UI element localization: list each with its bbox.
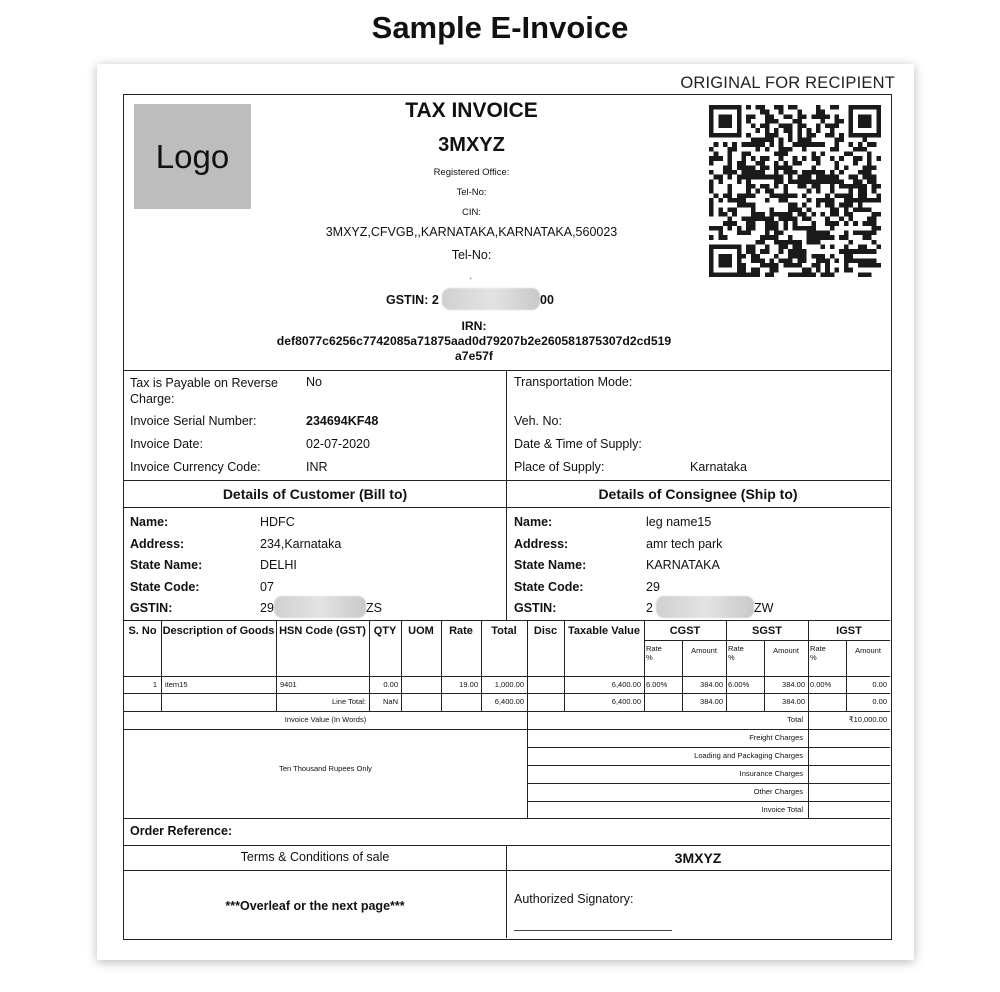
customer-name: HDFC	[260, 515, 295, 529]
cell-cgst-amt: 384.00	[700, 680, 723, 689]
logo-placeholder	[134, 104, 251, 209]
redacted-consignee-gstin	[656, 596, 754, 618]
divider	[124, 845, 890, 846]
irn-line1: def8077c6256c7742085a71875aad0d79207b2e260581875307d2cd519	[276, 334, 672, 348]
header-total: Total	[491, 625, 517, 637]
header-hsn: HSN Code (GST)	[279, 625, 366, 637]
cin-label: CIN:	[462, 207, 481, 218]
reverse-charge-value: No	[306, 375, 322, 389]
divider	[527, 747, 890, 748]
customer-title: Details of Customer (Bill to)	[222, 486, 408, 502]
header-rate: Rate	[449, 625, 473, 637]
header-taxable: Taxable Value	[568, 625, 640, 637]
divider	[124, 507, 890, 508]
divider	[124, 711, 890, 712]
page-title: Sample E-Invoice	[371, 10, 629, 45]
divider	[124, 620, 890, 621]
tick-mark: '	[470, 276, 472, 286]
overleaf-note: ***Overleaf or the next page***	[225, 899, 405, 913]
consignee-gstin-tail: ZW	[754, 601, 774, 615]
total-value: ₹10,000.00	[848, 715, 887, 724]
cell-desc: item15	[165, 680, 188, 689]
divider	[124, 870, 890, 871]
currency-value: INR	[306, 460, 328, 474]
customer-address-label: Address:	[130, 537, 185, 551]
header-qty: QTY	[373, 625, 397, 637]
copy-label: ORIGINAL FOR RECIPIENT	[680, 74, 895, 92]
serial-label: Invoice Serial Number:	[130, 414, 257, 428]
signature-company: 3MXYZ	[674, 850, 722, 866]
consignee-address-label: Address:	[514, 537, 569, 551]
irn-label: IRN:	[461, 319, 487, 333]
header-sno: S. No	[128, 625, 157, 637]
supply-time-label: Date & Time of Supply:	[514, 437, 642, 451]
customer-gstin-tail: ZS	[366, 601, 382, 615]
igst-amount-header: Amount	[855, 646, 881, 655]
cell-hsn: 9401	[280, 680, 297, 689]
line-total-label: Line Total:	[331, 697, 366, 706]
line-total-sgst: 384.00	[782, 697, 805, 706]
line-total-cgst: 384.00	[700, 697, 723, 706]
customer-state: DELHI	[260, 558, 297, 572]
place-value: Karnataka	[690, 460, 747, 474]
header-disc: Disc	[533, 625, 558, 637]
consignee-code-label: State Code:	[514, 580, 584, 594]
line-total-igst: 0.00	[872, 697, 887, 706]
cell-igst-rate: 0.00%	[810, 680, 832, 689]
charge-loading: Loading and Packaging Charges	[694, 751, 803, 760]
vehicle-label: Veh. No:	[514, 414, 562, 428]
currency-label: Invoice Currency Code:	[130, 460, 261, 474]
divider	[124, 818, 890, 819]
order-reference-label: Order Reference:	[130, 824, 233, 838]
consignee-name-label: Name:	[514, 515, 553, 529]
consignee-name: leg name15	[646, 515, 712, 529]
company-name: 3MXYZ	[438, 134, 505, 156]
consignee-gstin-label: GSTIN:	[514, 601, 557, 615]
charge-other: Other Charges	[753, 787, 803, 796]
charge-freight: Freight Charges	[749, 733, 803, 742]
terms-label: Terms & Conditions of sale	[240, 850, 390, 864]
consignee-address: amr tech park	[646, 537, 723, 551]
words-value: Ten Thousand Rupees Only	[279, 764, 372, 773]
igst-rate-header: Rate %	[810, 644, 826, 662]
customer-code: 07	[260, 580, 274, 594]
cell-igst-amt: 0.00	[872, 680, 887, 689]
divider	[527, 801, 890, 802]
registered-office-label: Registered Office:	[433, 167, 510, 178]
header-uom: UOM	[408, 625, 434, 637]
customer-address: 234,Karnataka	[260, 537, 342, 551]
divider	[124, 693, 890, 694]
cell-sgst-rate: 6.00%	[728, 680, 750, 689]
header-sgst: SGST	[752, 625, 782, 637]
place-label: Place of Supply:	[514, 460, 605, 474]
company-gstin: GSTIN: 2	[386, 293, 439, 307]
authorized-signatory-label: Authorized Signatory:	[514, 892, 634, 906]
transport-label: Transportation Mode:	[514, 375, 633, 389]
invoice-paper	[97, 64, 914, 960]
sgst-amount-header: Amount	[773, 646, 799, 655]
redacted-customer-gstin	[274, 596, 366, 618]
irn-block	[244, 319, 704, 364]
divider	[124, 370, 890, 371]
customer-gstin-head: 29	[260, 601, 274, 615]
line-total-qty: NaN	[382, 697, 398, 706]
cell-rate: 19.00	[459, 680, 478, 689]
qr-code-icon	[709, 105, 881, 277]
date-value: 02-07-2020	[306, 437, 370, 451]
date-label: Invoice Date:	[130, 437, 203, 451]
customer-state-label: State Name:	[130, 558, 203, 572]
customer-code-label: State Code:	[130, 580, 200, 594]
divider	[124, 729, 890, 730]
irn-line2: a7e57f	[455, 349, 493, 363]
cgst-rate-header: Rate %	[646, 644, 662, 662]
logo-text: Logo	[155, 137, 230, 175]
tel-label: Tel-No:	[451, 248, 492, 262]
consignee-code: 29	[646, 580, 660, 594]
consignee-gstin-head: 2	[646, 601, 653, 615]
invoice-title: TAX INVOICE	[405, 99, 538, 122]
divider	[506, 370, 507, 480]
reverse-charge-label: Tax is Payable on Reverse Charge:	[130, 376, 278, 406]
line-total-taxable: 6,400.00	[611, 697, 641, 706]
consignee-state-label: State Name:	[514, 558, 587, 572]
divider	[527, 783, 890, 784]
header-igst: IGST	[836, 625, 862, 637]
consignee-title: Details of Consignee (Ship to)	[598, 486, 798, 502]
header-desc: Description of Goods	[162, 625, 275, 637]
cell-qty: 0.00	[383, 680, 398, 689]
signature-line	[514, 930, 672, 931]
divider	[644, 640, 890, 641]
divider	[124, 480, 890, 481]
customer-name-label: Name:	[130, 515, 169, 529]
company-address: 3MXYZ,CFVGB,,KARNATAKA,KARNATAKA,560023	[325, 225, 618, 239]
invoice-frame	[123, 94, 892, 940]
cell-sno: 1	[152, 680, 157, 689]
charge-insurance: Insurance Charges	[739, 769, 803, 778]
qr-modules	[709, 105, 881, 277]
company-gstin-tail: 00	[540, 293, 554, 307]
serial-value: 234694KF48	[306, 414, 379, 428]
charge-invoice-total: Invoice Total	[761, 805, 803, 814]
header-cgst: CGST	[669, 625, 701, 637]
consignee-state: KARNATAKA	[646, 558, 720, 572]
cell-cgst-rate: 6.00%	[646, 680, 668, 689]
words-label: Invoice Value (In Words)	[284, 715, 367, 724]
divider	[527, 765, 890, 766]
divider	[124, 676, 890, 677]
cell-sgst-amt: 384.00	[782, 680, 805, 689]
redacted-gstin	[442, 288, 540, 310]
customer-gstin-label: GSTIN:	[130, 601, 173, 615]
total-label: Total	[787, 715, 803, 724]
cgst-amount-header: Amount	[691, 646, 717, 655]
line-total-total: 6,400.00	[494, 697, 524, 706]
cell-total: 1,000.00	[494, 680, 524, 689]
cell-taxable: 6,400.00	[611, 680, 641, 689]
sgst-rate-header: Rate %	[728, 644, 744, 662]
tel-small-label: Tel-No:	[456, 187, 487, 198]
